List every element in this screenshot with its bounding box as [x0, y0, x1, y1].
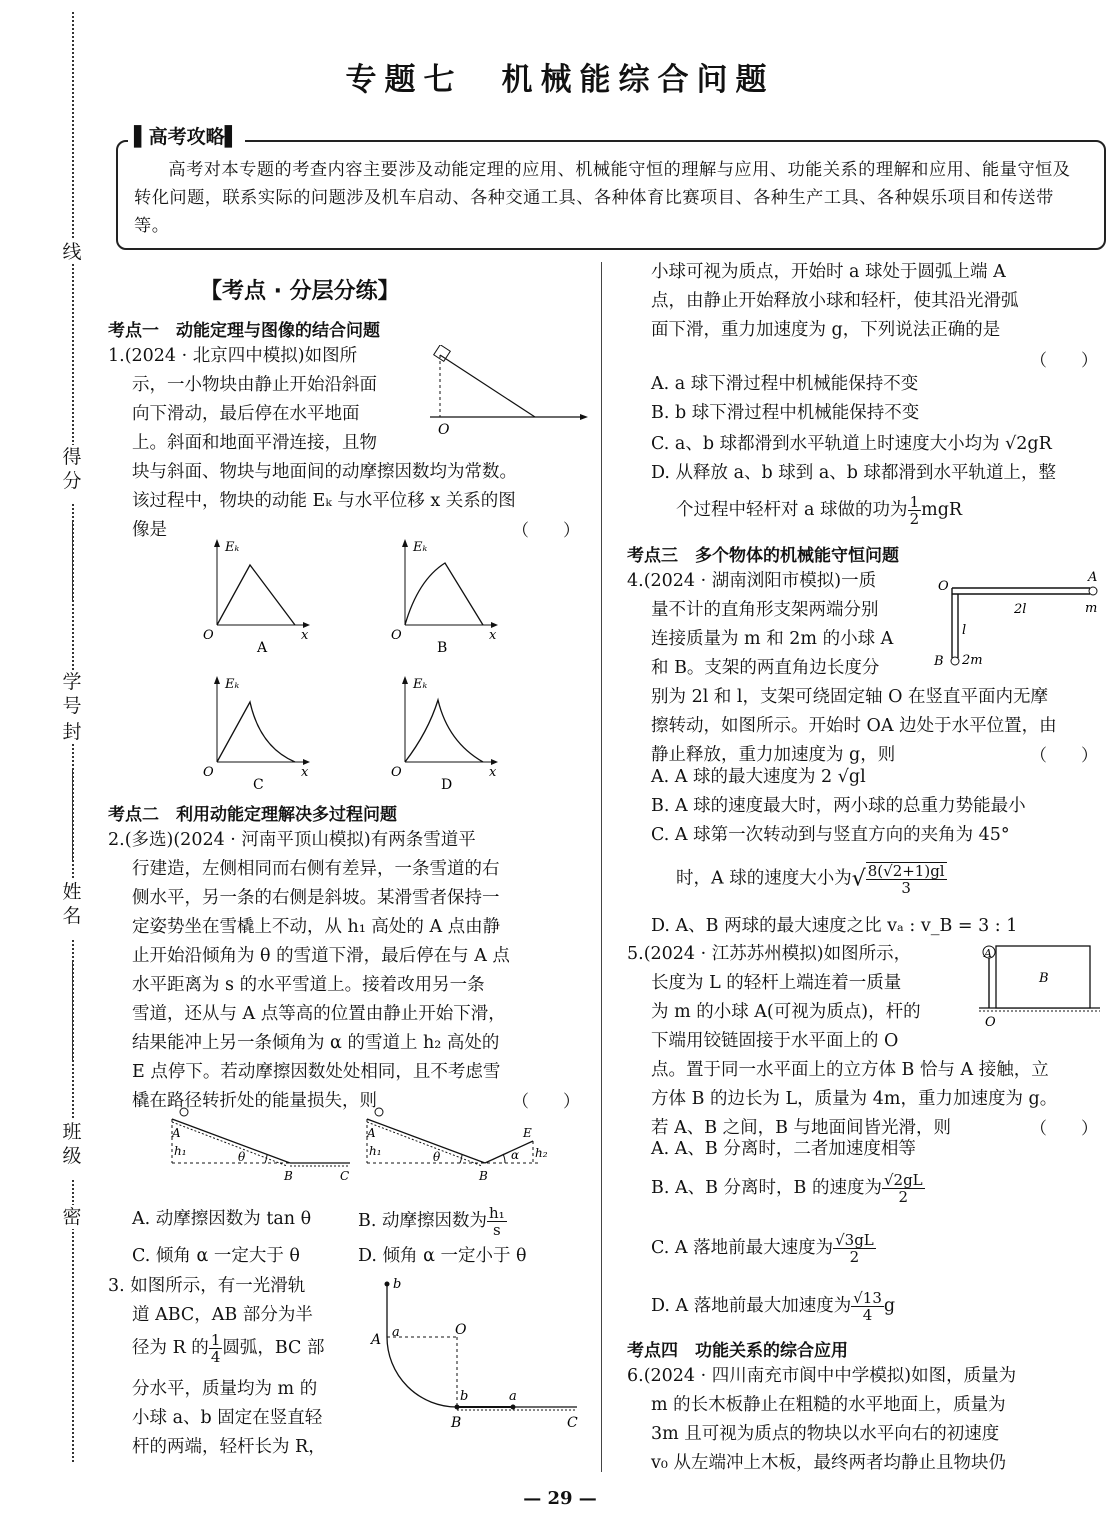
svg-text:A: A: [371, 1332, 382, 1348]
q2-line: 2.(多选)(2024 · 河南平顶山模拟)有两条雪道平: [108, 830, 476, 850]
svg-text:b: b: [460, 1389, 469, 1404]
q2-option-a: A. 动摩擦因数为 tan θ: [132, 1209, 312, 1229]
svg-text:a: a: [509, 1389, 517, 1404]
q3-option-d-cont: 个过程中轻杆对 a 球做的功为 $\frac{1}{2}$ mgR: [676, 493, 963, 528]
svg-text:D: D: [441, 777, 453, 792]
svg-text:C: C: [340, 1169, 350, 1183]
page-number: — 29 —: [523, 1488, 597, 1509]
answer-bracket: （ ）: [512, 521, 580, 541]
column-divider: [601, 262, 602, 1472]
q3-line: 道 ABC，AB 部分为半: [132, 1305, 313, 1325]
binding-label-xuehao: 学号: [60, 670, 84, 728]
svg-text:A: A: [257, 640, 268, 655]
q2-line: 结果能冲上另一条倾角为 α 的雪道上 h₂ 高处的: [132, 1033, 500, 1053]
q3-line: 3. 如图所示，有一光滑轨: [108, 1276, 306, 1296]
svg-text:θ: θ: [238, 1150, 246, 1164]
q4-line: 4.(2024 · 湖南浏阳市模拟)一质: [627, 571, 877, 591]
q2-line: 定姿势坐在雪橇上不动，从 h₁ 高处的 A 点由静: [132, 917, 501, 937]
svg-text:B: B: [451, 1415, 462, 1431]
binding-line: [72, 770, 73, 860]
q2-line: 水平距离为 s 的水平雪道上。接着改用另一条: [132, 975, 485, 995]
q4-option-a: A. A 球的最大速度为 2 √gl: [651, 767, 866, 787]
binding-label-mi: 密: [60, 1205, 84, 1229]
q4-frame-figure: [930, 570, 1105, 670]
q5-line: 为 m 的小球 A(可视为质点)，杆的: [651, 1002, 921, 1022]
q5-rod-cube-figure: [975, 938, 1105, 1033]
svg-text:Eₖ: Eₖ: [225, 677, 240, 692]
binding-label-xian: 线: [60, 240, 84, 264]
q4-option-b: B. A 球的速度最大时，两小球的总重力势能最小: [651, 796, 1026, 816]
q3-line: 小球 a、b 固定在竖直轻: [132, 1408, 323, 1428]
q5-line: 方体 B 的边长为 L，质量为 4m，重力加速度为 g。: [651, 1089, 1058, 1109]
q5-line: 若 A、B 之间，B 与地面间皆光滑，则: [651, 1118, 952, 1138]
q6-line: v₀ 从左端冲上木板，最终两者均静止且物块仍: [651, 1453, 1006, 1473]
q2-line: 侧水平，另一条的右侧是斜坡。某滑雪者保持一: [132, 888, 500, 908]
q4-option-c-cont: 时，A 球的速度大小为√ $\frac{8(√2+1)gl}{3}$: [676, 862, 945, 897]
svg-text:h₁: h₁: [369, 1144, 382, 1158]
q5-option-d: D. A 落地前最大加速度为 $\frac{√13}{4}$ g: [651, 1289, 896, 1324]
svg-text:A: A: [172, 1126, 181, 1140]
section-title: 【考点 · 分层分练】: [200, 279, 400, 304]
svg-text:h₂: h₂: [535, 1146, 548, 1160]
svg-text:x: x: [301, 628, 309, 643]
svg-text:O: O: [391, 628, 402, 643]
answer-bracket: （ ）: [1030, 746, 1098, 766]
q5-option-c: C. A 落地前最大速度为 $\frac{√3gL}{2}$: [651, 1231, 874, 1266]
binding-margin: [0, 0, 100, 1528]
svg-text:B: B: [1039, 971, 1049, 986]
q4-option-d: D. A、B 两球的最大速度之比 vₐ : v_B = 3 : 1: [651, 916, 1018, 936]
topic-heading: 考点一 动能定理与图像的结合问题: [108, 321, 380, 341]
binding-line: [72, 960, 73, 1060]
binding-label-xingming: 姓名: [60, 880, 84, 938]
q1-line: 该过程中，物块的动能 Eₖ 与水平位移 x 关系的图: [132, 491, 516, 511]
q1-graph-b: [383, 535, 503, 655]
svg-text:B: B: [437, 640, 448, 655]
svg-text:O: O: [938, 579, 949, 594]
q3-line: 径为 R 的 $\frac{1}{4}$ 圆弧，BC 部: [132, 1331, 325, 1366]
q2-line: 雪道，还从与 A 点等高的位置由静止开始下滑，: [132, 1004, 506, 1024]
q3-track-figure: [365, 1272, 590, 1472]
topic-heading: 考点三 多个物体的机械能守恒问题: [627, 546, 899, 566]
answer-bracket: （ ）: [1030, 351, 1098, 371]
svg-text:θ: θ: [433, 1150, 441, 1164]
q2-slope-figure-2: [355, 1105, 555, 1185]
q4-line: 量不计的直角形支架两端分别: [651, 600, 879, 620]
svg-text:a: a: [392, 1325, 400, 1340]
svg-text:B: B: [479, 1169, 488, 1183]
svg-text:Eₖ: Eₖ: [225, 540, 240, 555]
q4-option-c: C. A 球第一次转动到与竖直方向的夹角为 45°: [651, 825, 1010, 845]
q5-option-b: B. A、B 分离时，B 的速度为 $\frac{√2gL}{2}$: [651, 1171, 923, 1206]
q4-line: 和 B。支架的两直角边长度分: [651, 658, 880, 678]
svg-text:Eₖ: Eₖ: [413, 540, 428, 555]
q5-option-a: A. A、B 分离时，二者加速度相等: [651, 1139, 916, 1159]
q4-line: 擦转动，如图所示。开始时 OA 边处于水平位置，由: [651, 716, 1057, 736]
q1-incline-figure: [420, 345, 590, 440]
q3-cont-line: 面下滑，重力加速度为 g，下列说法正确的是: [651, 320, 1001, 340]
svg-text:x: x: [489, 628, 497, 643]
svg-text:x: x: [489, 765, 497, 780]
svg-text:O: O: [391, 765, 402, 780]
q6-line: m 的长木板静止在粗糙的水平地面上，质量为: [651, 1395, 1006, 1415]
q4-line: 别为 2l 和 l，支架可绕固定轴 O 在竖直平面内无摩: [651, 687, 1048, 707]
q5-line: 长度为 L 的轻杆上端连着一质量: [651, 973, 902, 993]
svg-text:O: O: [203, 765, 214, 780]
q5-line: 5.(2024 · 江苏苏州模拟)如图所示，: [627, 944, 912, 964]
topic-heading: 考点二 利用动能定理解决多过程问题: [108, 805, 397, 825]
binding-line: [72, 520, 73, 600]
svg-text:m: m: [1085, 601, 1098, 616]
q1-line: 上。斜面和地面平滑连接，且物: [132, 433, 377, 453]
q1-line: 1.(2024 · 北京四中模拟)如图所: [108, 346, 358, 366]
answer-bracket: （ ）: [1030, 1119, 1098, 1139]
svg-text:B: B: [284, 1169, 293, 1183]
q1-graph-d: [383, 672, 503, 792]
q2-line: 行建造，左侧相同而右侧有差异，一条雪道的右: [132, 859, 500, 879]
topic-heading: 考点四 功能关系的综合应用: [627, 1341, 848, 1361]
q2-option-c: C. 倾角 α 一定大于 θ: [132, 1246, 300, 1266]
svg-text:O: O: [203, 628, 214, 643]
q2-slope-figure-1: [160, 1105, 360, 1185]
q1-line: 示，一小物块由静止开始沿斜面: [132, 375, 377, 395]
svg-text:A: A: [984, 947, 992, 960]
page-title: 专题七 机械能综合问题: [345, 62, 775, 98]
q1-graph-c: [195, 672, 315, 792]
svg-text:l: l: [962, 623, 967, 638]
svg-text:B: B: [934, 654, 944, 669]
q3-option-d: D. 从释放 a、b 球到 a、b 球都滑到水平轨道上，整: [651, 463, 1057, 483]
guide-text: 高考对本专题的考查内容主要涉及动能定理的应用、机械能守恒的理解与应用、功能关系的理解和应用、能量守恒及转化问题，联系实际的问题涉及机车启动、各种交通工具、各种体育比赛项目、各种生产工具、各种娱乐项目和传送带等。: [134, 160, 1071, 236]
q2-option-d: D. 倾角 α 一定小于 θ: [358, 1246, 527, 1266]
svg-text:x: x: [301, 765, 309, 780]
q2-line: 橇在路径转折处的能量损失，则: [132, 1091, 377, 1111]
q6-line: 6.(2024 · 四川南充市阆中中学模拟)如图，质量为: [627, 1366, 1017, 1386]
q4-line: 静止释放，重力加速度为 g，则: [651, 745, 896, 765]
binding-label-defen: 得分: [60, 445, 84, 503]
q4-line: 连接质量为 m 和 2m 的小球 A: [651, 629, 894, 649]
q5-line: 下端用铰链固接于水平面上的 O: [651, 1031, 899, 1051]
svg-text:C: C: [567, 1415, 578, 1431]
answer-bracket: （ ）: [512, 1092, 580, 1112]
q3-option-a: A. a 球下滑过程中机械能保持不变: [651, 374, 919, 394]
q2-line: E 点停下。若动摩擦因数处处相同，且不考虑雪: [132, 1062, 501, 1082]
q1-graph-a: [195, 535, 315, 655]
svg-text:A: A: [367, 1126, 376, 1140]
q6-line: 3m 且可视为质点的物块以水平向右的初速度: [651, 1424, 1000, 1444]
q3-cont-line: 点，由静止开始释放小球和轻杆，使其沿光滑弧: [651, 291, 1019, 311]
svg-text:α: α: [511, 1148, 520, 1162]
guide-title: ▌高考攻略▌: [128, 122, 245, 149]
q5-line: 点。置于同一水平面上的立方体 B 恰与 A 接触，立: [651, 1060, 1049, 1080]
svg-text:A: A: [1088, 570, 1098, 585]
svg-text:C: C: [253, 777, 264, 792]
svg-text:O: O: [455, 1322, 467, 1338]
q1-line: 像是: [132, 520, 167, 540]
q2-line: 止开始沿倾角为 θ 的雪道下滑，最后停在与 A 点: [132, 946, 510, 966]
q3-line: 分水平，质量均为 m 的: [132, 1379, 318, 1399]
q1-line: 向下滑动，最后停在水平地面: [132, 404, 360, 424]
svg-text:2m: 2m: [962, 653, 983, 668]
q3-option-c: C. a、b 球都滑到水平轨道上时速度大小均为 √2gR: [651, 434, 1052, 454]
q2-option-b: B. 动摩擦因数为 $\frac{\text{h₁}}{s}$: [358, 1204, 505, 1239]
svg-text:O: O: [985, 1015, 996, 1030]
q3-option-b: B. b 球下滑过程中机械能保持不变: [651, 403, 920, 423]
svg-text:b: b: [393, 1277, 402, 1292]
q3-line: 杆的两端，轻杆长为 R，: [132, 1437, 326, 1457]
svg-text:Eₖ: Eₖ: [413, 677, 428, 692]
svg-text:E: E: [523, 1126, 532, 1140]
svg-text:h₁: h₁: [174, 1144, 187, 1158]
binding-label-feng: 封: [60, 720, 84, 744]
q1-line: 块与斜面、物块与地面间的动摩擦因数均为常数。: [132, 462, 517, 482]
q3-cont-line: 小球可视为质点，开始时 a 球处于圆弧上端 A: [651, 262, 1006, 282]
svg-text:2l: 2l: [1014, 602, 1027, 617]
q1-fig-origin: O: [438, 422, 450, 438]
binding-label-banji: 班级: [60, 1120, 84, 1178]
